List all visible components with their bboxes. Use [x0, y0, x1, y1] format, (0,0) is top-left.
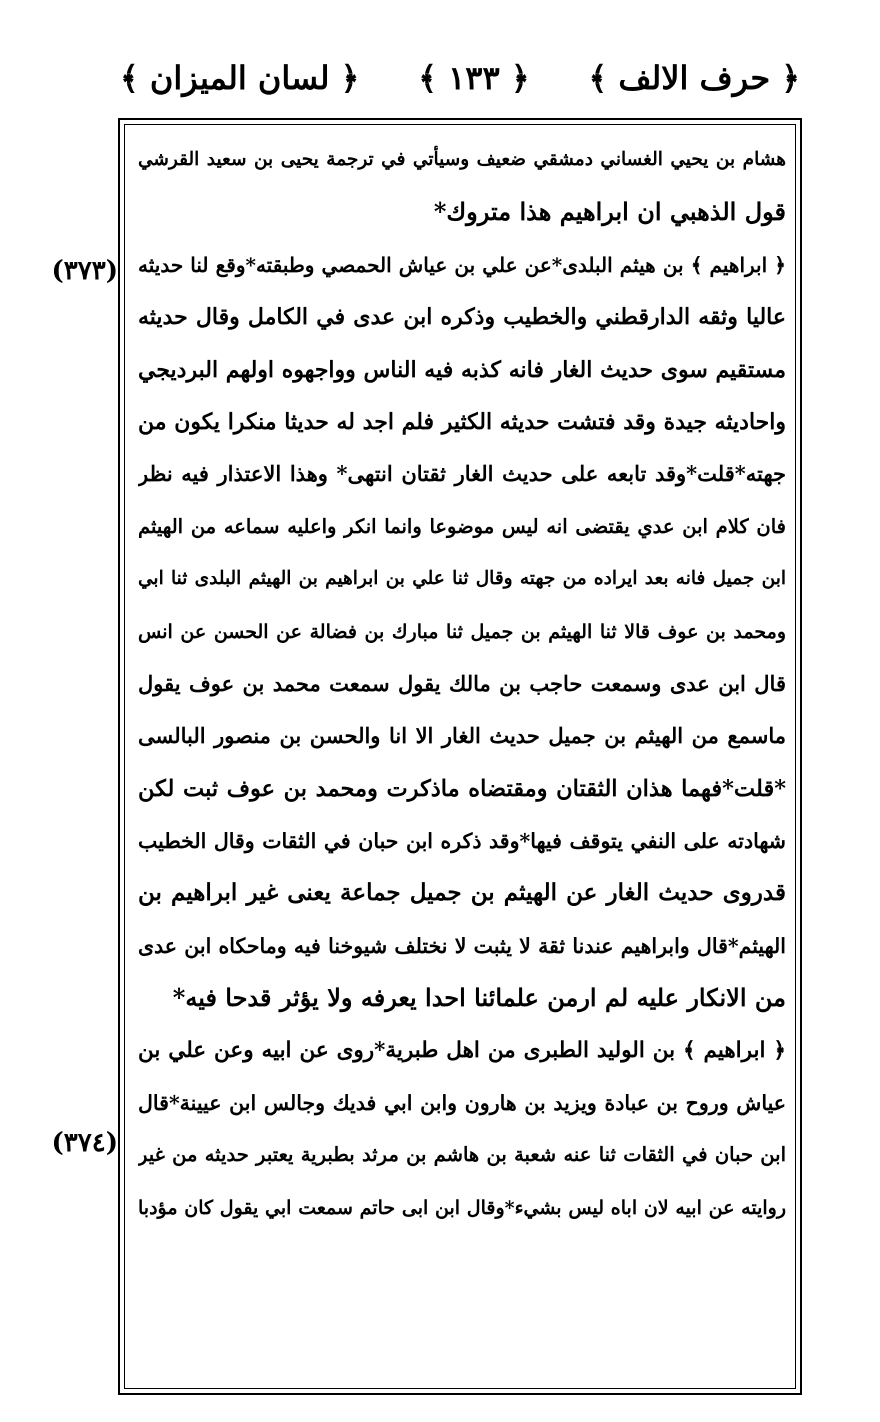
text-line: عاليا وثقه الدارقطني والخطيب وذكره ابن عدى في الكامل وقال حديثه — [138, 304, 786, 331]
text-line: عياش وروح بن عبادة ويزيد بن هارون وابن ابي فديك وجالس ابن عيينة*قال — [138, 1091, 786, 1116]
page-number: ﴿ ١٣٣ ﴾ — [418, 59, 530, 97]
text-line: *قلت*فهما هذان الثقتان ومقتضاه ماذكرت ومحمد بن عوف ثبت لكن — [138, 775, 786, 802]
entry-number-374: (٣٧٤) — [51, 1128, 118, 1158]
book-title: ﴿ لسان الميزان ﴾ — [120, 59, 360, 97]
text-line: من الانكار عليه لم ارمن علمائنا احدا يعرفه ولا يؤثر قدحا فيه* — [172, 983, 786, 1013]
text-line: شهادته على النفي يتوقف فيها*وقد ذكره ابن حبان في الثقات وقال الخطيب — [138, 829, 786, 854]
text-line: ﴿ ابراهيم ﴾ بن هيثم البلدى*عن علي بن عياش الحمصي وطبقته*وقع لنا حديثه — [138, 252, 786, 277]
text-line: ﴿ ابراهيم ﴾ بن الوليد الطبرى من اهل طبرية*روى عن ابيه وعن علي بن — [138, 1037, 786, 1063]
text-line: هشام بن يحيي الغساني دمشقي ضعيف وسيأتي في ترجمة يحيى بن سعيد القرشي — [138, 149, 786, 170]
text-line: ابن حبان في الثقات ثنا عنه شعبة بن هاشم بن مرثد بطبرية يعتبر حديثه من غير — [138, 1143, 786, 1167]
text-line: جهته*قلت*وقد تابعه على حديث الغار ثقتان انتهى* وهذا الاعتذار فيه نظر — [138, 461, 786, 487]
entry-number-373: (٣٧٣) — [51, 256, 118, 286]
text-line: قدروى حديث الغار عن الهيثم بن جميل جماعة يعنى غير ابراهيم بن — [138, 879, 786, 907]
text-line: الهيثم*قال وابراهيم عندنا ثقة لا يثبت لا نختلف شيوخنا فيه وماحكاه ابن عدى — [138, 933, 786, 958]
running-header — [120, 48, 800, 108]
body-text — [138, 134, 786, 1234]
section-title: ﴿ حرف الالف ﴾ — [588, 59, 800, 97]
text-line: فان كلام ابن عدي يقتضى انه ليس موضوعا وانما انكر واعليه سماعه من الهيثم — [138, 514, 786, 538]
text-line: ومحمد بن عوف قالا ثنا الهيثم بن جميل ثنا مبارك بن فضالة عن الحسن عن انس — [138, 620, 786, 643]
text-line: قال ابن عدى وسمعت حاجب بن مالك يقول سمعت محمد بن عوف يقول — [138, 670, 786, 696]
text-line: ابن جميل فانه بعد ايراده من جهته وقال ثنا علي بن ابراهيم بن الهيثم البلدى ثنا ابي — [138, 568, 786, 590]
text-line: ماسمع من الهيثم بن جميل حديث الغار الا انا والحسن بن منصور البالسى — [138, 723, 786, 749]
text-line: واحاديثه جيدة وقد فتشت حديثه الكثير فلم اجد له حديثا منكرا يكون من — [138, 408, 786, 435]
text-line: مستقيم سوى حديث الغار فانه كذبه فيه الناس وواجهوه اولهم البرديجي — [138, 356, 786, 383]
text-line: قول الذهبي ان ابراهيم هذا متروك* — [433, 197, 786, 227]
text-line: روايته عن ابيه لان اباه ليس بشيء*وقال ابن ابى حاتم سمعت ابي يقول كان مؤدبا — [138, 1196, 786, 1219]
